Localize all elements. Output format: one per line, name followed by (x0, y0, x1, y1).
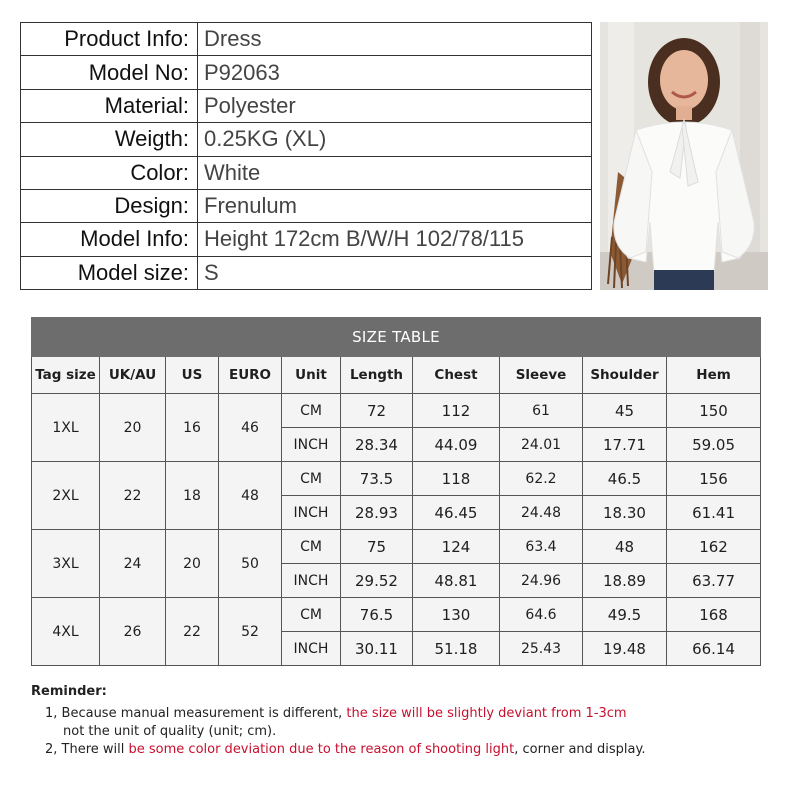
measure-cell: 51.18 (413, 632, 500, 666)
reminder-text: 2, There will (45, 742, 129, 757)
measure-cell: 17.71 (583, 428, 667, 462)
unit-cell: INCH (282, 428, 341, 462)
measure-cell: 44.09 (413, 428, 500, 462)
info-label: Weigth: (21, 123, 198, 156)
info-value: 0.25KG (XL) (198, 123, 592, 156)
size-table-header-row (32, 357, 761, 394)
measure-cell: 24.01 (500, 428, 583, 462)
size-euro-cell: 46 (219, 394, 282, 462)
column-header: UK/AU (100, 357, 166, 394)
measure-cell: 118 (413, 462, 500, 496)
measure-cell: 72 (341, 394, 413, 428)
size-euro-cell: 50 (219, 530, 282, 598)
measure-cell: 75 (341, 530, 413, 564)
reminder-line-2 (31, 741, 771, 759)
measure-cell: 156 (667, 462, 761, 496)
size-us-cell: 20 (166, 530, 219, 598)
size-table-title: SIZE TABLE (32, 318, 761, 357)
info-value: S (198, 256, 592, 289)
size-us-cell: 16 (166, 394, 219, 462)
reminder-text: 1, Because manual measurement is different, (45, 706, 347, 721)
info-row (21, 56, 592, 89)
reminder-line-1 (31, 705, 771, 723)
info-row (21, 123, 592, 156)
measure-cell: 19.48 (583, 632, 667, 666)
size-table (31, 317, 761, 666)
size-uk-cell: 24 (100, 530, 166, 598)
size-uk-cell: 20 (100, 394, 166, 462)
unit-cell: CM (282, 462, 341, 496)
size-tag-cell: 2XL (32, 462, 100, 530)
measure-cell: 24.96 (500, 564, 583, 598)
reminder-highlight: the size will be slightly deviant from 1-3cm (346, 706, 627, 721)
info-value: P92063 (198, 56, 592, 89)
measure-cell: 63.77 (667, 564, 761, 598)
info-label: Material: (21, 89, 198, 122)
measure-cell: 45 (583, 394, 667, 428)
unit-cell: CM (282, 394, 341, 428)
size-euro-cell: 48 (219, 462, 282, 530)
measure-cell: 30.11 (341, 632, 413, 666)
size-row (32, 394, 761, 428)
column-header: US (166, 357, 219, 394)
measure-cell: 59.05 (667, 428, 761, 462)
info-row (21, 89, 592, 122)
measure-cell: 73.5 (341, 462, 413, 496)
measure-cell: 62.2 (500, 462, 583, 496)
measure-cell: 61 (500, 394, 583, 428)
product-info-table (20, 22, 592, 290)
info-value: Frenulum (198, 189, 592, 222)
info-label: Model Info: (21, 223, 198, 256)
size-row (32, 598, 761, 632)
info-row (21, 189, 592, 222)
info-row (21, 223, 592, 256)
column-header: Unit (282, 357, 341, 394)
measure-cell: 112 (413, 394, 500, 428)
unit-cell: INCH (282, 632, 341, 666)
measure-cell: 48.81 (413, 564, 500, 598)
size-tag-cell: 4XL (32, 598, 100, 666)
info-value: White (198, 156, 592, 189)
model-photo (600, 22, 768, 290)
measure-cell: 28.93 (341, 496, 413, 530)
column-header: Chest (413, 357, 500, 394)
reminder-text: , corner and display. (514, 742, 646, 757)
info-label: Model size: (21, 256, 198, 289)
measure-cell: 76.5 (341, 598, 413, 632)
size-tag-cell: 1XL (32, 394, 100, 462)
measure-cell: 168 (667, 598, 761, 632)
measure-cell: 124 (413, 530, 500, 564)
unit-cell: CM (282, 530, 341, 564)
size-euro-cell: 52 (219, 598, 282, 666)
info-label: Product Info: (21, 23, 198, 56)
measure-cell: 61.41 (667, 496, 761, 530)
info-row (21, 256, 592, 289)
size-tag-cell: 3XL (32, 530, 100, 598)
measure-cell: 28.34 (341, 428, 413, 462)
measure-cell: 24.48 (500, 496, 583, 530)
info-value: Polyester (198, 89, 592, 122)
column-header: Hem (667, 357, 761, 394)
measure-cell: 46.5 (583, 462, 667, 496)
measure-cell: 48 (583, 530, 667, 564)
measure-cell: 63.4 (500, 530, 583, 564)
reminder-section (31, 684, 771, 759)
size-us-cell: 22 (166, 598, 219, 666)
reminder-highlight: be some color deviation due to the reason of shooting light (128, 742, 515, 757)
unit-cell: CM (282, 598, 341, 632)
column-header: Tag size (32, 357, 100, 394)
measure-cell: 66.14 (667, 632, 761, 666)
measure-cell: 29.52 (341, 564, 413, 598)
info-row (21, 156, 592, 189)
size-uk-cell: 26 (100, 598, 166, 666)
size-row (32, 462, 761, 496)
column-header: Length (341, 357, 413, 394)
measure-cell: 64.6 (500, 598, 583, 632)
column-header: Shoulder (583, 357, 667, 394)
size-uk-cell: 22 (100, 462, 166, 530)
size-row (32, 530, 761, 564)
measure-cell: 46.45 (413, 496, 500, 530)
measure-cell: 18.30 (583, 496, 667, 530)
measure-cell: 18.89 (583, 564, 667, 598)
info-row (21, 23, 592, 56)
reminder-line-1-cont: not the unit of quality (unit; cm). (63, 724, 277, 739)
info-label: Design: (21, 189, 198, 222)
reminder-title: Reminder: (31, 684, 107, 699)
info-label: Model No: (21, 56, 198, 89)
unit-cell: INCH (282, 496, 341, 530)
measure-cell: 150 (667, 394, 761, 428)
measure-cell: 49.5 (583, 598, 667, 632)
info-label: Color: (21, 156, 198, 189)
measure-cell: 162 (667, 530, 761, 564)
info-value: Height 172cm B/W/H 102/78/115 (198, 223, 592, 256)
column-header: EURO (219, 357, 282, 394)
size-us-cell: 18 (166, 462, 219, 530)
info-value: Dress (198, 23, 592, 56)
measure-cell: 25.43 (500, 632, 583, 666)
measure-cell: 130 (413, 598, 500, 632)
unit-cell: INCH (282, 564, 341, 598)
column-header: Sleeve (500, 357, 583, 394)
